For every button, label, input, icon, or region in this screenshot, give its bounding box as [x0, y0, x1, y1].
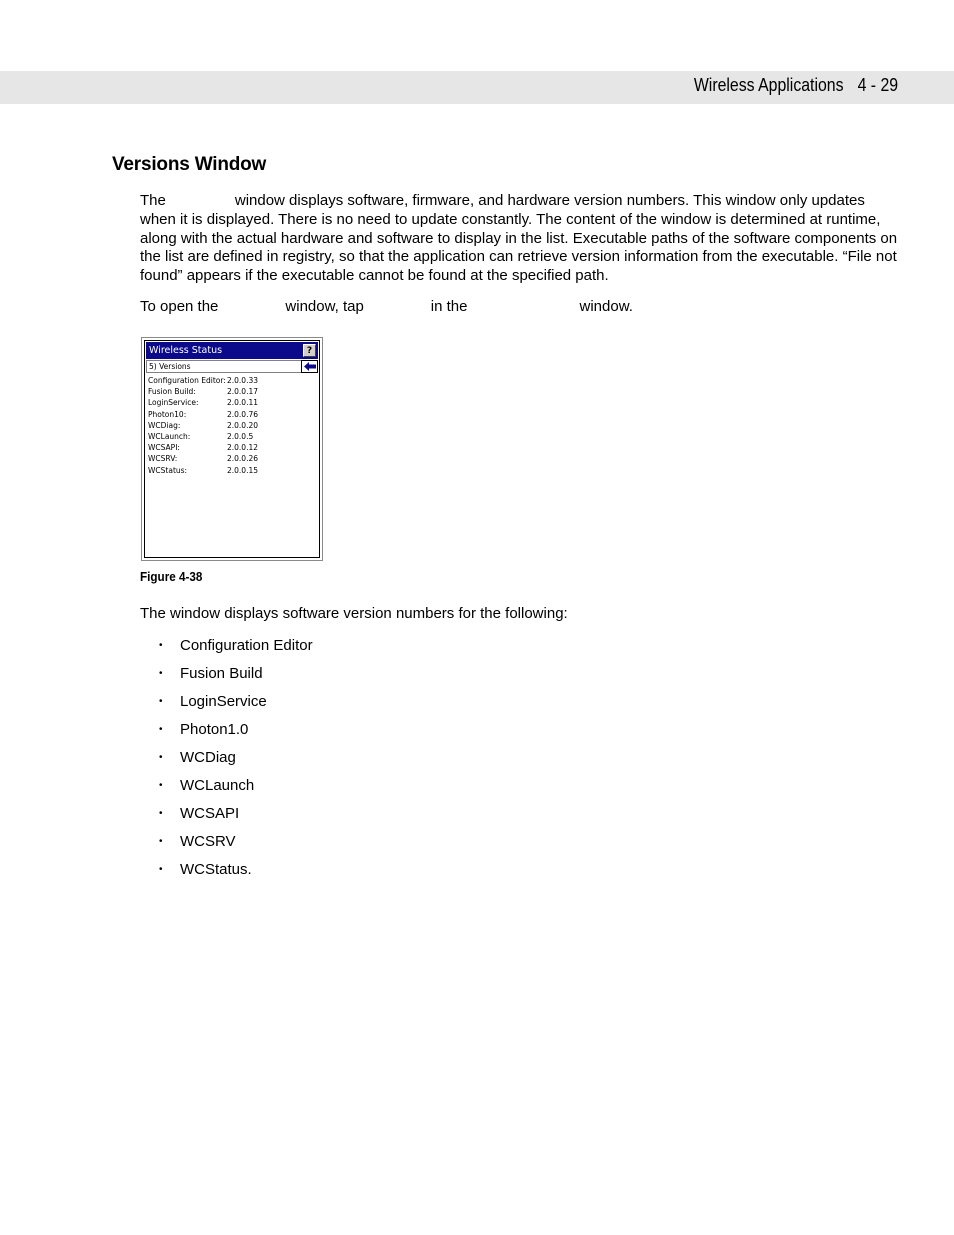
running-header — [694, 75, 898, 96]
list-intro: The window displays software version numbers for the following: — [140, 605, 568, 622]
bullet-icon: • — [159, 780, 163, 791]
version-row — [148, 409, 258, 420]
bullet-icon: • — [159, 668, 163, 679]
bullet-icon: • — [159, 640, 163, 651]
list-item — [140, 774, 313, 802]
intro-body: window displays software, firmware, and hardware version numbers. This window only updates when it is displayed. There is no need to update constantly. The content of the window is determined at runtime, along with the actual hardware and software to display in the list. Executable paths of the software components on the list are defined in registry, so that the application can retrieve version information from the executable. “File not found” appears if the executable cannot be found at the specified path. — [140, 192, 898, 285]
version-component-name: WCSRV: — [148, 454, 178, 464]
page-number: 4 - 29 — [857, 75, 898, 95]
list-item-text: Photon1.0 — [180, 721, 249, 738]
open-text-1: To open the — [140, 298, 219, 315]
list-item-text: WCSAPI — [180, 805, 240, 822]
version-component-name: WCDiag: — [148, 420, 181, 430]
device-titlebar — [146, 342, 318, 359]
version-number: 2.0.0.5 — [227, 432, 254, 441]
bullet-icon: • — [159, 864, 163, 875]
list-item-text: LoginService — [180, 693, 267, 710]
version-component-name: WCLaunch: — [148, 432, 191, 441]
device-window — [144, 340, 320, 558]
version-row — [148, 397, 258, 408]
version-row — [148, 442, 258, 453]
version-row — [148, 375, 258, 386]
version-row — [148, 386, 258, 397]
version-component-name: WCStatus: — [148, 465, 188, 475]
page-selector-dropdown[interactable]: 5) Versions — [146, 360, 303, 373]
list-item-text: WCSRV — [180, 833, 236, 850]
open-instructions — [140, 298, 900, 317]
version-component-name: WCSAPI: — [148, 443, 180, 453]
version-number: 2.0.0.12 — [227, 443, 259, 453]
intro-paragraph — [140, 192, 900, 286]
list-item — [140, 858, 313, 886]
open-text-4: window. — [579, 298, 633, 315]
list-item-text: WCStatus. — [180, 861, 252, 878]
version-number: 2.0.0.33 — [227, 376, 259, 385]
version-number: 2.0.0.15 — [227, 465, 259, 475]
list-item — [140, 690, 313, 718]
device-screenshot — [141, 337, 323, 561]
help-button[interactable]: ? — [303, 344, 316, 357]
list-item-text: WCDiag — [180, 749, 236, 766]
version-component-name: Photon10: — [148, 409, 187, 419]
list-item-text: Configuration Editor — [180, 637, 313, 654]
list-item — [140, 802, 313, 830]
list-item — [140, 662, 313, 690]
list-item — [140, 830, 313, 858]
version-number: 2.0.0.11 — [227, 398, 259, 408]
list-item — [140, 718, 313, 746]
version-row — [148, 431, 253, 442]
version-number: 2.0.0.20 — [227, 420, 259, 430]
version-number: 2.0.0.76 — [227, 409, 259, 419]
chapter-title: Wireless Applications — [693, 75, 844, 95]
version-component-name: Configuration Editor: — [148, 376, 226, 385]
intro-lead: The — [140, 192, 166, 209]
bullet-icon: • — [159, 696, 163, 707]
version-row — [148, 453, 258, 464]
version-row — [148, 465, 258, 476]
version-component-name: LoginService: — [148, 398, 199, 408]
figure-caption: Figure 4-38 — [140, 569, 203, 584]
version-number: 2.0.0.26 — [227, 454, 259, 464]
back-button[interactable] — [301, 360, 318, 373]
device-title: Wireless Status — [149, 345, 223, 356]
version-component-name: Fusion Build: — [148, 387, 196, 397]
open-text-3: in the — [430, 298, 468, 315]
section-title: Versions Window — [112, 154, 267, 175]
list-item-text: Fusion Build — [180, 665, 263, 682]
bullet-icon: • — [159, 752, 163, 763]
list-item — [140, 746, 313, 774]
version-number: 2.0.0.17 — [227, 387, 259, 397]
back-arrow-icon — [303, 361, 317, 372]
bullet-icon: • — [159, 836, 163, 847]
list-item-text: WCLaunch — [180, 777, 255, 794]
list-item — [140, 634, 313, 662]
bullet-icon: • — [159, 808, 163, 819]
version-row — [148, 420, 258, 431]
open-text-2: window, tap — [285, 298, 364, 315]
component-list — [140, 634, 313, 886]
bullet-icon: • — [159, 724, 163, 735]
